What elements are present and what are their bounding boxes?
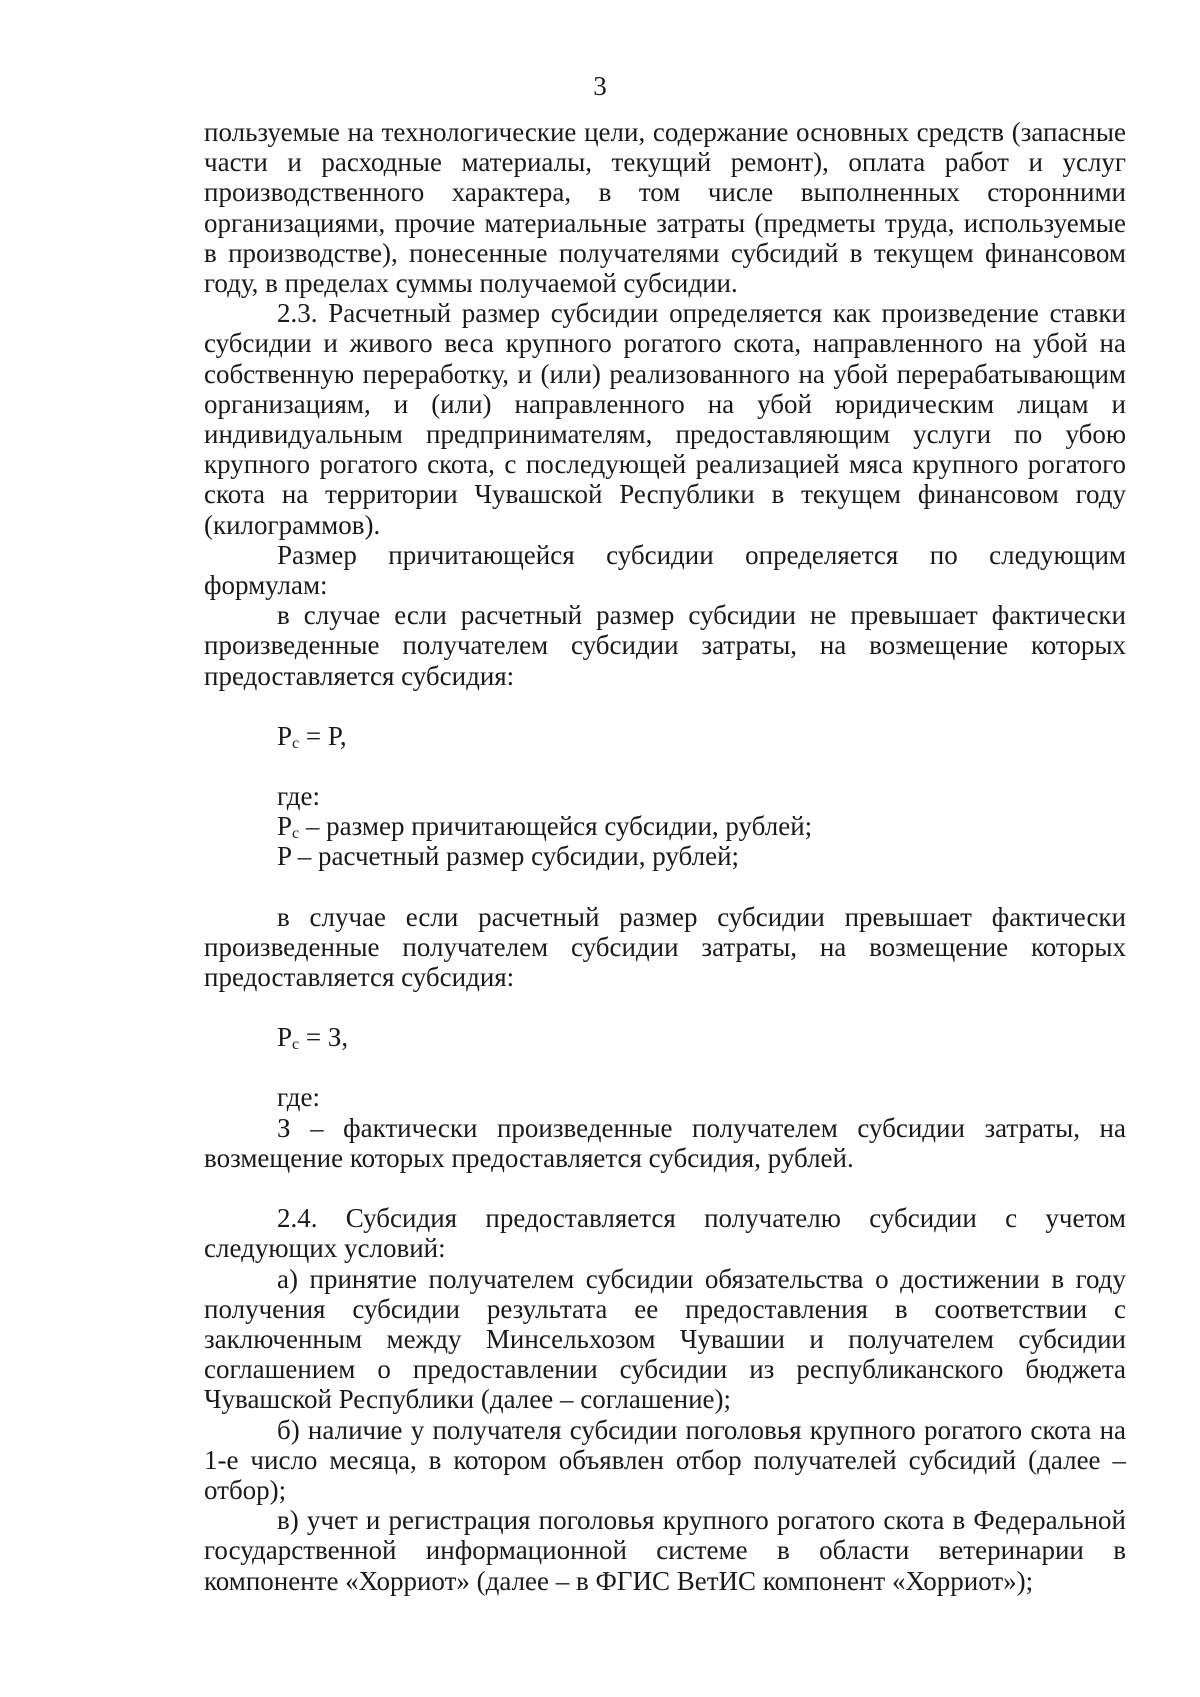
page-number: 3 xyxy=(593,71,607,101)
formula-1-lhs-sub: c xyxy=(292,734,300,752)
definition-pc xyxy=(204,811,1126,841)
paragraph-continuation: пользуемые на технологические цели, содержание основных средств (запасные части и расходные материалы, текущий ремонт), оплата работ и услуг производственного характера, в том числе выполненных сторонними организациями, прочие материальные затраты (предметы труда, используемые в производстве), понесенные получателями субсидий в текущем финансовом году, в пределах суммы получаемой субсидии. xyxy=(204,117,1126,299)
definition-pc-sub: c xyxy=(292,825,300,843)
definition-p: P – расчетный размер субсидии, рублей; xyxy=(277,841,740,872)
paragraph-2-4: 2.4. Субсидия предоставляется получателю субсидии с учетом следующих условий: xyxy=(204,1203,1126,1264)
paragraph-2-3: 2.3. Расчетный размер субсидии определяется как произведение ставки субсидии и живого веса крупного рогатого скота, направленного на убой на собственную переработку, и (или) реализованного на убой перерабатывающим организациям, и (или) направленного на убой юридическим лицам и индивидуальным предпринимателям, предоставляющим услуги по убою крупного рогатого скота, с последующей реализацией мяса крупного рогатого скота на территории Чувашской Республики в текущем финансовом году (килограммов). xyxy=(204,298,1126,540)
formula-1 xyxy=(204,721,1126,751)
paragraph-condition-v: в) учет и регистрация поголовья крупного рогатого скота в Федеральной государственной информационной системе в области ветеринарии в компоненте «Хорриот» (далее – в ФГИС ВетИС компонент «Хорриот»); xyxy=(204,1505,1126,1596)
definition-pc-text: – размер причитающейся субсидии, рублей; xyxy=(299,811,813,842)
formula-2-lhs-sub: c xyxy=(292,1036,300,1054)
formula-1-rhs: = P, xyxy=(299,720,347,751)
paragraph-condition-b: б) наличие у получателя субсидии поголовья крупного рогатого скота на 1-е число месяца, в котором объявлен отбор получателей субсидий (далее – отбор); xyxy=(204,1414,1126,1505)
definition-pc-symbol: P xyxy=(277,811,293,842)
formula-2 xyxy=(204,1022,1126,1052)
paragraph-case-2: в случае если расчетный размер субсидии превышает фактически произведенные получателем субсидии затраты, на возмещение которых предоставляется субсидия: xyxy=(204,901,1126,993)
formula-1-lhs: P xyxy=(277,720,293,751)
definition-z: З – фактически произведенные получателем субсидии затраты, на возмещение которых предоставляется субсидия, рублей. xyxy=(204,1112,1126,1173)
where-label-1: где: xyxy=(277,781,320,812)
document-body xyxy=(204,117,1126,1596)
paragraph-case-1: в случае если расчетный размер субсидии не превышает фактически произведенные получателем субсидии затраты, на возмещение которых предоставляется субсидия: xyxy=(204,600,1126,691)
formula-2-lhs: P xyxy=(277,1022,293,1053)
where-label-2: где: xyxy=(277,1082,320,1113)
formula-2-rhs: = З, xyxy=(299,1022,349,1053)
paragraph-condition-a: а) принятие получателем субсидии обязательства о достижении в году получения субсидии результата ее предоставления в соответствии с заключенным между Минсельхозом Чувашии и получателем субсидии соглашением о предоставлении субсидии из республиканского бюджета Чувашской Республики (далее – соглашение); xyxy=(204,1263,1126,1415)
paragraph-formulas-intro: Размер причитающейся субсидии определяется по следующим формулам: xyxy=(204,539,1126,601)
